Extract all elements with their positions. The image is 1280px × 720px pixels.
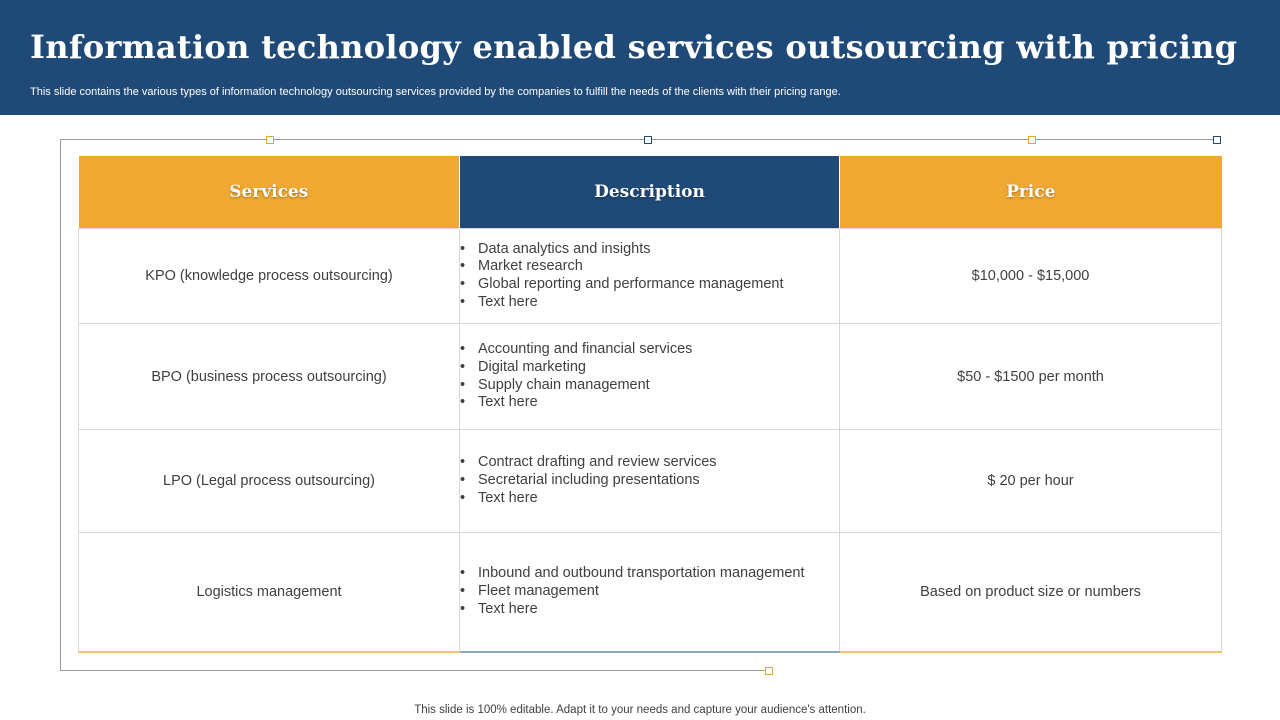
description-item: • Contract drafting and review services — [460, 454, 839, 472]
service-cell: LPO (Legal process outsourcing) — [79, 430, 460, 533]
description-item: • Text here — [460, 490, 839, 508]
footer-note: This slide is 100% editable. Adapt it to your needs and capture your audience's attention. — [414, 704, 866, 716]
description-item: • Accounting and financial services — [460, 341, 839, 359]
frame-line-left — [60, 139, 61, 671]
frame-handle — [765, 667, 773, 675]
table-row — [79, 533, 1222, 652]
service-cell: BPO (business process outsourcing) — [79, 324, 460, 430]
description-item: • Inbound and outbound transportation management — [460, 565, 839, 583]
description-item: • Secretarial including presentations — [460, 472, 839, 490]
services-table — [78, 156, 1222, 653]
price-cell: $10,000 - $15,000 — [840, 229, 1222, 324]
slide-subtitle: This slide contains the various types of information technology outsourcing services provided by the companies to fulfill the needs of the clients with their pricing range. — [30, 86, 841, 98]
column-header-description: Description — [460, 156, 840, 229]
description-list — [460, 341, 839, 412]
description-item: • Global reporting and performance management — [460, 276, 839, 294]
description-item: • Text here — [460, 601, 839, 619]
description-item: • Text here — [460, 294, 839, 312]
description-item: • Fleet management — [460, 583, 839, 601]
service-cell: KPO (knowledge process outsourcing) — [79, 229, 460, 324]
table-row — [79, 430, 1222, 533]
description-cell — [460, 533, 840, 652]
description-list — [460, 565, 839, 618]
frame-line-bottom — [60, 670, 769, 671]
description-item: • Market research — [460, 258, 839, 276]
frame-line-top — [60, 139, 1217, 140]
column-header-services: Services — [79, 156, 460, 229]
table-row — [79, 229, 1222, 324]
description-cell — [460, 430, 840, 533]
description-list — [460, 454, 839, 507]
description-cell — [460, 324, 840, 430]
frame-handle — [266, 136, 274, 144]
description-cell — [460, 229, 840, 324]
frame-handle — [1028, 136, 1036, 144]
frame-handle — [644, 136, 652, 144]
description-item: • Text here — [460, 394, 839, 412]
title-bar — [0, 0, 1280, 115]
table-header-row — [79, 156, 1222, 229]
description-list — [460, 241, 839, 312]
column-header-price: Price — [840, 156, 1222, 229]
table-row — [79, 324, 1222, 430]
price-cell: Based on product size or numbers — [840, 533, 1222, 652]
description-item: • Digital marketing — [460, 359, 839, 377]
price-cell: $50 - $1500 per month — [840, 324, 1222, 430]
description-item: • Supply chain management — [460, 377, 839, 395]
frame-handle — [1213, 136, 1221, 144]
service-cell: Logistics management — [79, 533, 460, 652]
slide-title: Information technology enabled services outsourcing with pricing — [30, 28, 1238, 66]
price-cell: $ 20 per hour — [840, 430, 1222, 533]
description-item: • Data analytics and insights — [460, 241, 839, 259]
